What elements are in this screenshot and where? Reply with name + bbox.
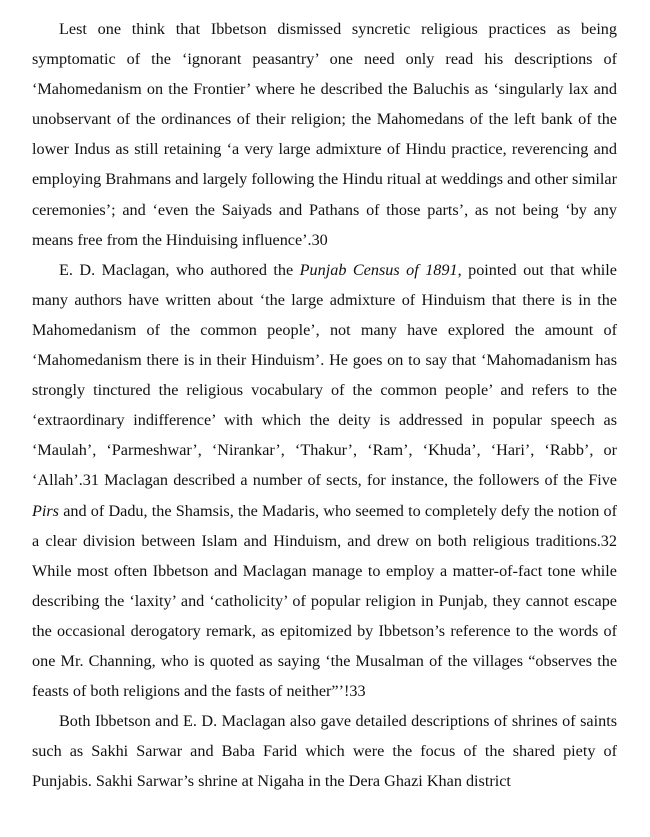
term-pirs: Pirs (32, 501, 59, 520)
paragraph-2-text-b: , pointed out that while many authors have written about ‘the large admixture of Hinduism that there is in the Mahomedanism of the common people’, not many have explored the amount of ‘Mahomedanism there is in their Hinduism’. He goes on to say that ‘Mahomadanism has strongly tinctured the religious vocabulary of the common people’ and refers to the ‘extraordinary indifference’ with which the deity is addressed in popular speech as ‘Maulah’, ‘Parmeshwar’, ‘Nirankar’, ‘Thakur’, ‘Ram’, ‘Khuda’, ‘Hari’, ‘Rabb’, or ‘Allah’.31 Maclagan described a number of sects, for instance, the followers of the Five (32, 260, 617, 490)
book-title-punjab-census: Punjab Census of 1891 (299, 260, 458, 279)
paragraph-2-text-a: E. D. Maclagan, who authored the (59, 260, 300, 279)
paragraph-3 (32, 706, 617, 796)
paragraph-1 (32, 14, 617, 255)
paragraph-2 (32, 255, 617, 706)
document-page (32, 14, 617, 796)
paragraph-2-text-c: and of Dadu, the Shamsis, the Madaris, who seemed to completely defy the notion of a clear division between Islam and Hinduism, and drew on both religious traditions.32 While most often Ibbetson and Maclagan manage to employ a matter-of-fact tone while describing the ‘laxity’ and ‘catholicity’ of popular religion in Punjab, they cannot escape the occasional derogatory remark, as epitomized by Ibbetson’s reference to the words of one Mr. Channing, who is quoted as saying ‘the Musalman of the villages “observes the feasts of both religions and the fasts of neither”’!33 (32, 501, 617, 701)
paragraph-3-text: Both Ibbetson and E. D. Maclagan also gave detailed descriptions of shrines of saints such as Sakhi Sarwar and Baba Farid which were the focus of the shared piety of Punjabis. Sakhi Sarwar’s shrine at Nigaha in the Dera Ghazi Khan district (32, 712, 617, 791)
paragraph-1-text: Lest one think that Ibbetson dismissed syncretic religious practices as being symptomatic of the ‘ignorant peasantry’ one need only read his descriptions of ‘Mahomedanism on the Frontier’ where he described the Baluchis as ‘singularly lax and unobservant of the ordinances of their religion; the Mahomedans of the left bank of the lower Indus as still retaining ‘a very large admixture of Hindu practice, reverencing and employing Brahmans and largely following the Hindu ritual at weddings and other similar ceremonies’; and ‘even the Saiyads and Pathans of those parts’, as not being ‘by any means free from the Hinduising influence’.30 (32, 20, 617, 249)
